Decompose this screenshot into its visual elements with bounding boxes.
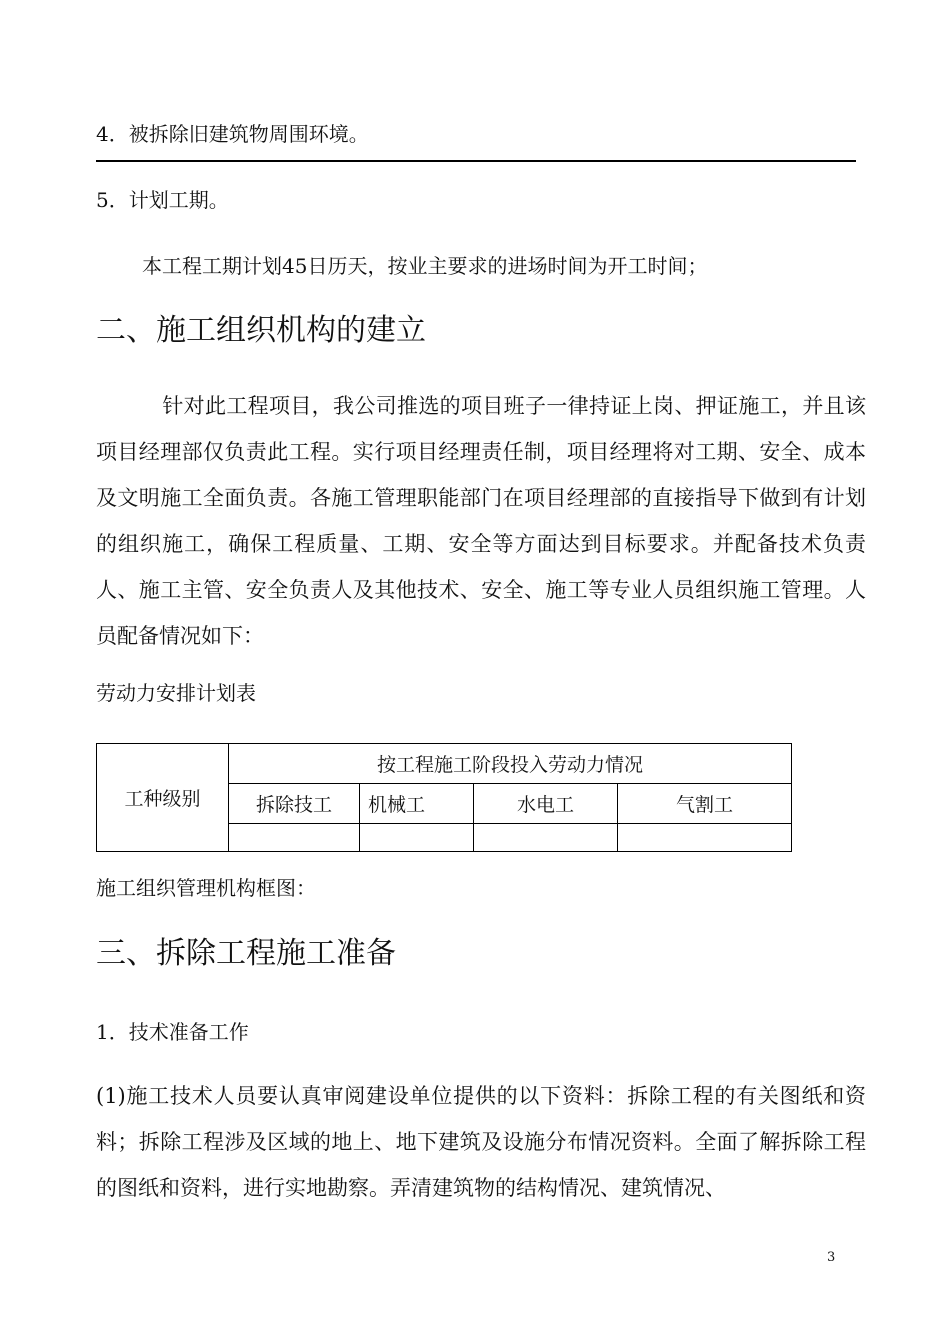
table-cell	[360, 824, 474, 852]
col-header-machinery: 机械工	[360, 784, 474, 824]
section-2-body: 针对此工程项目，我公司推选的项目班子一律持证上岗、押证施工，并且该项目经理部仅负责此工程。实行项目经理责任制，项目经理将对工期、安全、成本及文明施工全面负责。各施工管理职能部门在项目经理部的直接指导下做到有计划的组织施工，确保工程质量、工期、安全等方面达到目标要求。并配备技术负责人、施工主管、安全负责人及其他技术、安全、施工等专业人员组织施工管理。人员配备情况如下：	[96, 394, 866, 648]
labor-plan-table	[96, 743, 792, 852]
org-chart-caption: 施工组织管理机构框图：	[96, 876, 316, 900]
section-3-paragraph: (1)施工技术人员要认真审阅建设单位提供的以下资料：拆除工程的有关图纸和资料；拆除工程涉及区域的地上、地下建筑及设施分布情况资料。全面了解拆除工程的图纸和资料，进行实地勘察。弄清建筑物的结构情况、建筑情况、	[96, 1084, 866, 1200]
item-4: 4．被拆除旧建筑物周围环境。	[96, 122, 369, 146]
col-header-gas-cutting: 气割工	[618, 784, 792, 824]
table-cell	[618, 824, 792, 852]
section-3-subheading: 1．技术准备工作	[96, 1020, 249, 1044]
section-2-heading: 二、施工组织机构的建立	[96, 313, 426, 348]
table-cell	[229, 824, 360, 852]
labor-table-caption: 劳动力安排计划表	[96, 681, 256, 705]
row-header-trade: 工种级别	[97, 744, 229, 852]
section-3-heading: 三、拆除工程施工准备	[96, 936, 396, 971]
page-number: 3	[827, 1250, 836, 1265]
section-2-paragraph	[96, 383, 866, 659]
item-5: 5．计划工期。	[96, 188, 229, 212]
col-header-plumbing-electrical: 水电工	[474, 784, 618, 824]
schedule-text: 本工程工期计划45日历天，按业主要求的进场时间为开工时间；	[142, 254, 708, 278]
table-cell	[474, 824, 618, 852]
header-rule	[96, 160, 856, 162]
col-header-demolition: 拆除技工	[229, 784, 360, 824]
group-header: 按工程施工阶段投入劳动力情况	[229, 744, 792, 784]
